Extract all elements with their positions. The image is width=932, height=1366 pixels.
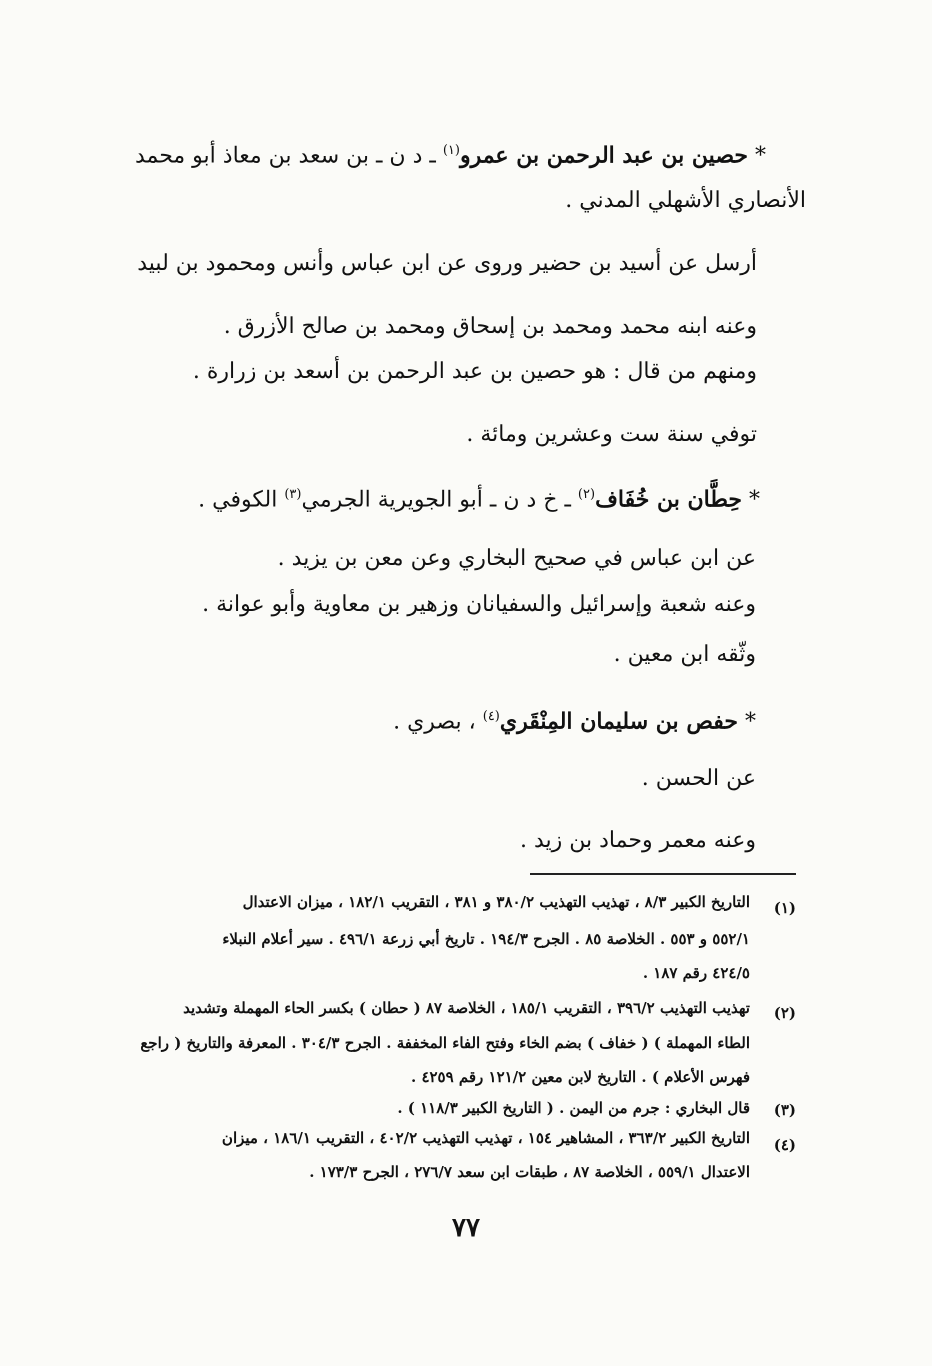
body-line: أرسل عن أسيد بن حضير وروى عن ابن عباس وأنس ومحمود بن لبيد <box>137 251 757 276</box>
footnote-line: فهرس الأعلام ) . التاريخ لابن معين ١٢١/٢ رقم ٤٢٥٩ . <box>410 1068 750 1086</box>
footnote-number: (٢) <box>773 1004 796 1022</box>
body-line: عن الحسن . <box>641 766 756 791</box>
body-line: وثّقه ابن معين . <box>613 642 756 667</box>
entry-name: حِطَّان بن خُفَاف <box>595 486 742 513</box>
entry-heading-line2: الأنصاري الأشهلي المدني . <box>565 188 806 213</box>
body-line: عن ابن عباس في صحيح البخاري وعن معن بن يزيد . <box>277 546 756 571</box>
footnote-line: تهذيب التهذيب ٣٩٦/٢ ، التقريب ١٨٥/١ ، الخلاصة ٨٧ ( حطان ) بكسر الحاء المهملة وتشديد <box>183 999 750 1017</box>
footnote-line: قال البخاري : جرم من اليمن . ( التاريخ الكبير ١١٨/٣ ) . <box>397 1099 750 1117</box>
footnote-ref: (٤) <box>482 709 500 724</box>
footnote-number: (٤) <box>773 1136 796 1154</box>
entry-name: حفص بن سليمان المِنْقَري <box>499 708 738 735</box>
entry-heading-rest: ـ د ن ـ بن سعد بن معاذ أبو محمد <box>134 143 443 169</box>
entry-marker: * <box>745 709 756 735</box>
footnote-line: الاعتدال ٥٥٩/١ ، الخلاصة ٨٧ ، طبقات ابن سعد ٢٧٦/٧ ، الجرح ١٧٣/٣ . <box>309 1163 750 1181</box>
entry-heading-husayn <box>135 136 766 171</box>
footnote-ref: (٣) <box>284 487 302 502</box>
page-number: ٧٧ <box>452 1213 480 1243</box>
entry-marker: * <box>755 143 766 169</box>
body-line: توفي سنة ست وعشرين ومائة . <box>466 422 757 447</box>
footnote-line: ٥٥٢/١ و ٥٥٣ . الخلاصة ٨٥ . الجرح ١٩٤/٣ . تاريخ أبي زرعة ٤٩٦/١ . سير أعلام النبلاء <box>222 930 750 948</box>
entry-heading-rest: الكوفي . <box>198 487 285 513</box>
footnote-ref: (١) <box>442 143 460 158</box>
entry-heading-hafs <box>393 702 756 737</box>
entry-heading-rest: ـ خ د ن ـ أبو الجويرية الجرمي <box>301 487 578 513</box>
body-line: ومنهم من قال : هو حصين بن عبد الرحمن بن أسعد بن زرارة . <box>192 359 757 384</box>
footnote-divider <box>530 873 796 875</box>
footnote-number: (٣) <box>773 1101 796 1119</box>
footnote-ref: (٢) <box>577 487 596 502</box>
entry-marker: * <box>749 487 760 513</box>
footnote-number: (١) <box>773 899 796 917</box>
entry-name: حصين بن عبد الرحمن بن عمرو <box>459 142 748 169</box>
footnote-line: التاريخ الكبير ٣٦٣/٢ ، المشاهير ١٥٤ ، تهذيب التهذيب ٤٠٢/٢ ، التقريب ١٨٦/١ ، ميزان <box>221 1129 750 1147</box>
body-line: وعنه ابنه محمد ومحمد بن إسحاق ومحمد بن صالح الأزرق . <box>223 314 757 339</box>
body-line: وعنه شعبة وإسرائيل والسفيانان وزهير بن معاوية وأبو عوانة . <box>202 592 756 617</box>
body-line: وعنه معمر وحماد بن زيد . <box>519 828 756 853</box>
entry-heading-hittan <box>198 480 760 515</box>
entry-heading-rest: ، بصري . <box>393 709 483 735</box>
footnote-line: الطاء المهملة ) ( خفاف ) بضم الخاء وفتح الفاء المخففة . الجرح ٣٠٤/٣ . المعرفة والتاريخ ( راجع <box>140 1034 750 1052</box>
footnote-line: ٤٢٤/٥ رقم ١٨٧ . <box>642 964 750 982</box>
footnote-line: التاريخ الكبير ٨/٣ ، تهذيب التهذيب ٣٨٠/٢ و ٣٨١ ، التقريب ١٨٢/١ ، ميزان الاعتدال <box>242 893 750 911</box>
